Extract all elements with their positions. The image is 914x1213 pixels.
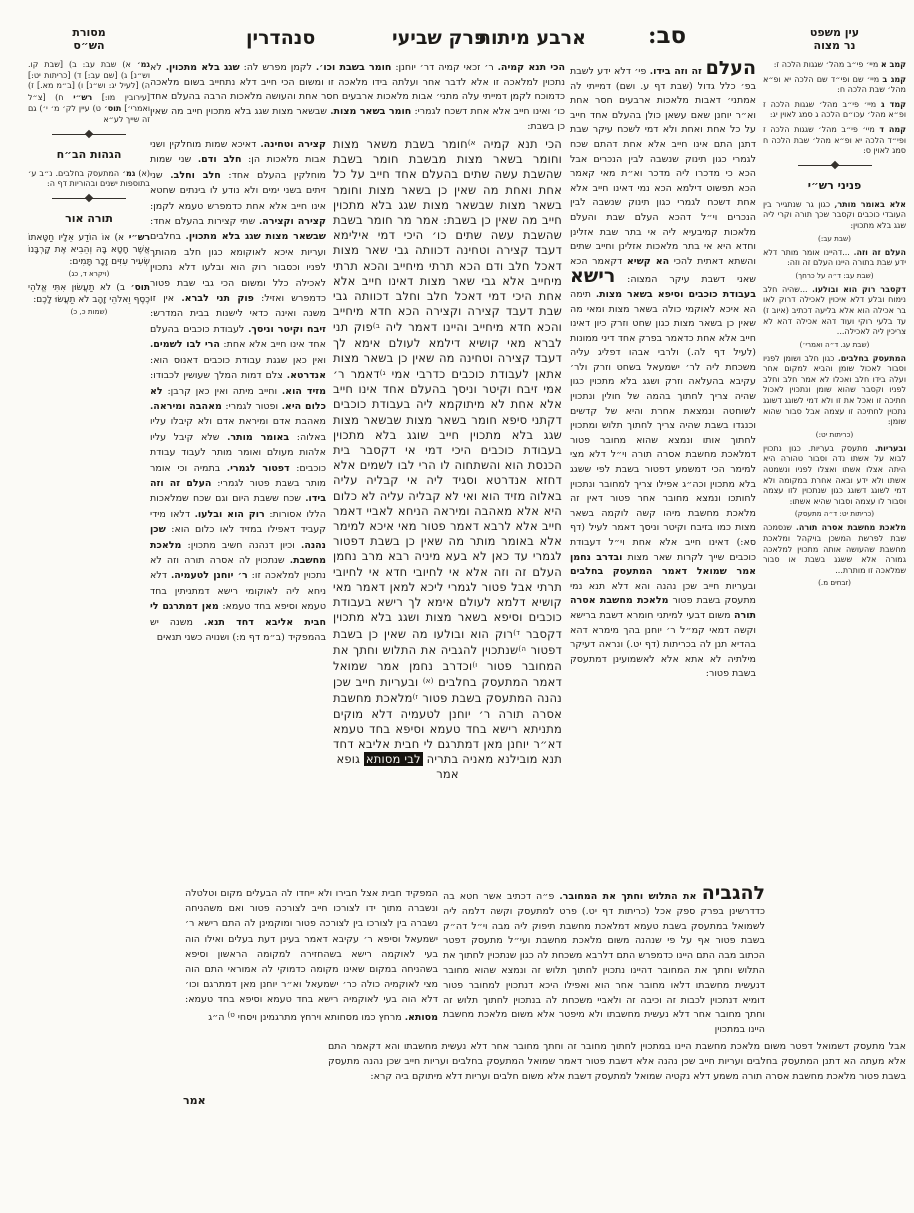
dibbur-hamatchil: מלאכת מחשבת. [150,539,326,566]
dibbur-hamatchil: גמ׳ [130,59,150,69]
dibbur-hamatchil: קצירה וטחינה. [260,139,326,150]
entry-source: (שבת עג. ד״ה ואמרי׳) [799,339,870,349]
entry-headword: אלא באומר מותר, [834,198,907,209]
dibbur-hamatchil: רש״י [124,232,151,243]
ein-mishpat-entry: קמד ג מיי׳ פי״ב מהל׳ שגגות הלכה ז ופ״א מהל׳ עכו״ם הלכה ג סמג לאוין יג: [763,98,906,120]
masorah-ref-mark: (א) [422,677,434,686]
entry-source: (כריתות יט: ד״ה מתעסק) [794,509,875,519]
dibbur-hamatchil: חלב ודם. [197,154,242,166]
dibbur-hamatchil: גמ׳ [119,167,136,178]
dibbur-hamatchil: תוס׳ [125,282,150,293]
peninei-rashi-title: פניני רש״י [807,178,862,192]
entry-body: כגון חלב ושומן לפניו וסבור לאכול שומן והביא למקום אחר ועלה בידו חלב ואכלו לא אמר חלב וחלב לפניו וקסבר שהוא שומן ונתכוין לאכול חתיכה זו ואכל את זו ולא דמי לשוגג דשוגג נתכוין לחתיכה זו עצמה אבל סבור שהוא שומן: [763,353,906,427]
tosafot-commentary-wide: אבל מתעסק דשמואל דפטר משום מלאכת מחשבת היינו במתכוין לחתוך מחובר זה וחתך מחובר אחר דלא נעשית מחשבתו והא דקאמר התם אלא מעתה הא דתנן המתעסק בחלבים ועריות חייב שכן נהנה אלא דשבת פטור דאמר שמואל המתעסק בחלבים ועריות חייב שכן נהנה מתעסק בשבת פטור מלאכת מחשבת אסרה תורה משמע דלא נקטיה שמואל למתעסק דשבת אלא משום חלבים ועריות דלא מיתוקם ביה קרא: [328,1041,906,1082]
divider-ornament [798,165,872,171]
rashi-commentary-column: קצירה וטחינה. דאיכא שמות מוחלקין ושני אבות מלאכות הן: חלב ודם. שני שמות מוחלקין בהעלם אחד: חלב וחלב. שני זיתים בשני ימים ולא נודע לו בינתים שחטא אינו חייב אלא אחת כדמפרש טעמא לקמן: קצירה וקצירה. שתי קצירות בהעלם אחד: שבשאר מצות שגג בלא מתכוין. בחלבים ועריות איכא לאוקומא כגון חלב מהותך לפניו וכסבור רוק הוא ובלעו דלא נתכוין לאכילה כלל ומשום הכי גבי שבת פטור כדמפרש ואזיל: פוק תני לברא. אין זו משנה ואינה כדאי לישנות בבית המדרש: זיבח וקיטר וניסך. לעבודת כוכבים בהעלם אחד אינו חייב אלא אחת: הרי לבו לשמים. ואין כאן שגגת עבודת כוכבים דאנוס הוא: אנדרטא. צלם דמות המלך שעושין לכבודו: מזיד הוא. וחייב מיתה ואין כאן קרבן: לא כלום היא. ופטור לגמרי: מאהבה ומיראה. מאהבת אדם ומיראת אדם ולא קיבלו עליו באלוה: באומר מותר. שלא קיבל עליו אלהות מעולם ואומר מותר לעבוד עבודת כוכבים: דפטור לגמרי. בתמיה וכי אומר מותר בשבת פטור לגמרי: העלם זה וזה בידו. שכח ששבת היום וגם שכח שמלאכות הללו אסורות: רוק הוא ובלעו. דלאו מידי קעביד דאפילו במזיד לאו כלום הוא: שכן נהנה. וכיון דנהנה חשיב מתכוין: מלאכת מחשבת. שנתכוין לה אסרה תורה וזה לא נתכוין למלאכה זו: ר׳ יוחנן לטעמיה. דלא ניחא ליה לאוקומי רישא דמתניתין בחד טעמא וסיפא בחד טעמא: מאן דמתרגם לי חבית אליבא דחד תנא. משנה יש בהמפקיד (ב״מ דף מ:) ושנויה כשני תנאים [150,139,326,643]
entry-body: שנסמכה שבת לפרשת המשכן בויקהל ומלאכת מחשבת שהעושה אותה מתכוין למלאכה גמורה אלא ששגג בשבת או סבור שמלאכה זו מותרת... [763,523,906,575]
torah-or-verse: תוס׳ ב) לֹא תַעֲשׂוּן אִתִּי אֱלֹהֵי כֶסֶף וֵאלֹהֵי זָהָב לֹא תַעֲשׂוּ לָכֶם: [28,282,150,305]
dibbur-hamatchil: חומר בשאר מצות. [330,106,412,118]
dibbur-hamatchil: רוק הוא ובלעו. [194,508,265,520]
dibbur-hamatchil: ר׳ יוחנן לטעמיה. [170,570,248,582]
masorah-ref-mark: ג) [379,369,386,378]
dibbur-hamatchil: ובדרב נחמן אמר שמואל דאמר המתעסק [570,551,756,578]
entry-headword: מלאכת מחשבת אסרה תורה. [796,522,906,533]
search-highlight: לבי מסותא [365,752,421,767]
dibbur-hamatchil: זיבח וקיטר וניסך. [248,323,326,335]
masorah-ref-mark: א) [467,139,476,147]
peninei-rashi-entry [763,284,906,338]
ein-mishpat-title [763,26,906,52]
ein-mishpat-title-line2: נר מצוה [813,39,856,52]
dibbur-hamatchil: העלם [705,61,756,79]
divider-ornament [52,134,126,140]
dibbur-hamatchil: חומר בשבת וכו׳. [315,62,392,73]
divider-ornament [52,198,126,204]
dibbur-hamatchil: שגג בלא מתכוין. [165,62,240,73]
dibbur-hamatchil: לא כלום היא. [150,385,326,412]
dibbur-hamatchil: שכן נהנה. [150,524,326,551]
peninei-rashi-entry [763,247,906,269]
dibbur-hamatchil: קצירה וקצירה. [258,216,326,228]
entry-headword: המתעסק בחלבים. [837,352,906,363]
mesorat-title-line2: הש״ס [73,39,105,52]
entry-source: (זבחים מ.) [818,578,851,588]
entry-body: ...דהיינו אומר מותר דלא ידע שבת בתורה היינו העלם זה וזה: [763,247,906,268]
right-margin-column [763,26,906,591]
entry-source: (שבת עב:) [818,233,851,243]
perek-number: פרק שביעי [392,27,487,49]
masorah-ref-mark: ב) [372,322,381,331]
masorah-ref-mark: ד) [513,628,521,637]
dibbur-hamatchil: הרי לבו לשמים. [150,339,220,351]
dibbur-hamatchil: רישא [570,265,616,288]
entry-body: מתעסק בעריות. כגון נתכוין לבוא על אשתו נדה וסבור טהורה היא היתה אצלו אשתו ואצלו לפניו ונשמטה אשתו ולא ידע ובאה אחרת במקומה ולא דמי לשוגג דשוגג כגון שנתכוין לזו עצמה וסבור לו עצמה וסבור שהיא אשתו: [763,443,906,506]
dibbur-hamatchil: שבשאר מצות שגג בלא מתכוין. [185,231,326,243]
entry-source: (כריתות יט:) [815,429,854,439]
hagahot-habach-title: הגהות הב״ח [56,147,122,161]
entry-headword: העלם זה וזה. [853,246,906,257]
dibbur-hamatchil: תוס׳ [100,103,122,114]
entry-source: (שבת עב: ד״ה על כרחך) [795,270,874,280]
dibbur-hamatchil: אנדרטא. [286,370,326,382]
dibbur-hamatchil: את התלוש וחתך את המחובר. [559,891,702,902]
peninei-rashi-entry [763,199,906,232]
dibbur-hamatchil: מאן דמתרגם לי חבית אליבא דחד תנא. [150,601,326,628]
torah-or-title: תורה אור [65,211,113,225]
daf-number: סב: [648,22,687,49]
chapter-title: ארבע מיתות [478,27,586,49]
rashi-commentary-top: הכי תנא קמיה. ר׳ זכאי קמיה דר׳ יוחנן: חומר בשבת וכו׳. לקמן מפרש לה: שגג בלא מתכוין. לא נתכוין למלאכה זו אלא לדבר אחר ועלתה בידו מלאכה זו ומשום הכי חייב דלא נתחייב בשום מלאכה כדמוכח לקמן דמייתי עלה מתני׳ אבות מלאכות ארבעים חסר אחת והעושה מלאכות הרבה בהעלם אחד כו׳ ואינו חייב אלא אחת דשכח לגמרי: חומר בשאר מצות. שבשאר מצות שגג בלא מתכוין חייב מה שאין כן בשבת: [150,62,565,132]
dibbur-hamatchil: קמב א [880,59,906,69]
dibbur-hamatchil: קמד ג [880,98,906,109]
entry-headword: ובעריות. [874,442,906,453]
entry-headword: דקסבר רוק הוא ובולעו. [812,283,907,294]
mesorat-hashas-title [28,26,150,52]
mesorat-title-line1: מסורת [72,26,106,39]
masorah-ref-mark: ו) [472,660,478,669]
dibbur-hamatchil: מלאכת מחשבת אסרה תורה [570,595,756,621]
ein-mishpat-entry: קמה ד מיי׳ פי״ב מהל׳ שגגות הלכה ז ופי״ד הלכה יא ופ״א מהל׳ שבת הלכה ח סמג לאוין ס: [763,123,906,156]
masechet-title: סנהדרין [246,27,316,49]
dibbur-hamatchil: קמה ד [879,123,906,134]
dibbur-hamatchil: מאהבה ומיראה. [150,400,222,412]
ein-mishpat-entry: קמב א מיי׳ פי״ב מהל׳ שגגות הלכה ז: [773,59,906,69]
masorah-ref-mark: ז) [412,693,419,702]
dibbur-hamatchil: באומר מותר. [227,431,290,443]
page-catchword: אמר [183,1094,206,1107]
peninei-rashi-entry [763,443,906,508]
dibbur-hamatchil: חלב וחלב. [170,169,221,181]
dibbur-hamatchil: רש״י [63,91,93,102]
mesorat-hashas-notes: גמ׳ א) שבת עב: ב) [שבת קו. וש״נ] ג) [שם עב:] ד) [כריתות יט:] ה) [לעיל יג: וש״נ] ו) [ב״מ מא.] ז) [עירובין מו:] רש״י ח) [צ״ל ואמרי׳] תוס׳ ט) עיין לק׳ מ׳ י׳) גם זה שייך לע״א [28,59,150,124]
dibbur-hamatchil: דפטור לגמרי. [226,462,290,474]
verse-source: (שמות כ, כ) [70,306,108,316]
rashi-commentary-bottom: המפקיד חבית אצל חבירו ולא ייחדו לה הבעלים מקום וטלטלה ונשברה מתוך ידו לצורכו חייב לצורכה פטור ואם משהניחה נשברה בין לצורכו בין לצורכה פטור ומוקמינן לה התם רישא ר׳ ישמעאל וסיפא ר׳ עקיבא דאמר בעינן דעת בעלים ואילו הוה בעי לאוקמה רישא בשהחזירה למקומה הראשון וסיפא בשהניחה במקום שאינו מקומה כדמוקי לה אמוראי התם הוה מצי לאוקמיה כולה כר׳ ישמעאל וא״ר יוחנן מאן דמתרגם וכו׳ דלא הוה בעי לאוקמיה רישא בחד טעמא וסיפא בחד טעמא: מסותא. מרחץ כמו מסחותא וירחץ מתרגמינן ויסחי $^{ט)}$ ה״ג [185,888,438,1023]
dibbur-hamatchil: קמג ב [882,73,907,84]
dibbur-hamatchil: הכי תנא קמיה. [497,62,565,73]
dibbur-hamatchil: זה וזה בידו. [649,66,706,77]
hagahot-habach-note: (א) גמ׳ המתעסק בחלבים. נ״ב ע׳ בתוספות ישנים ובהוריות דף ה: [28,167,150,189]
dibbur-hamatchil: להגביה [701,886,765,904]
verse-source: (ויקרא ד, כג) [68,268,110,278]
torah-or-verse: רש״י א) אוֹ הוֹדַע אֵלָיו חַטָּאתוֹ אֲשֶׁר חָטָא בָּהּ וְהֵבִיא אֶת קָרְבָּנוֹ שְׂעִיר עִזִּים זָכָר תָּמִים: [28,232,151,267]
tosafot-commentary-column: העלם זה וזה בידו. פי׳ דלא ידע לשבת בפ׳ כלל גדול (שבת דף ע. ושם) דמייתי לה אמתני׳ דאבות מלאכות ארבעים חסר אחת וא״ר יוחנן שאם עשאן כולן בהעלם אחד חייב על כל אחת ואחת ולא דמי לשכח עיקר שבת דתנן התם אינו חייב אלא אחת דהתם שכח לגמרי כגון תינוק שנשבה לבין הנכרים אבל הכא כי מדכרו ליה מדכר וא״ת מאי קאמר הכא תפשוט דילמא הכא נמי דאינו חייב אלא אחת דשכח לגמרי כגון תינוק שנשבה לבין הנכרים וי״ל דהכא העלם שבת והעלם מלאכות קמיבעיא ליה אי בתר שבת אזלינן וחדא היא אי בתר מלאכות אזלינן וחייב שתים והשתא דאתית להכי הא קשיא דקאמר הכא שאני דשבת עיקר המצוה: רישא בעבודת כוכבים וסיפא בשאר מצות. תימה הא איכא לאוקמי כולה בשאר מצות ומאי מה שאין כן בשאר מצות כגון שחט וזרק כיון דאינו חייב אלא אחת כדאמר בפרק אחד דיני ממונות (לעיל דף לה.) ולרבי אבהו דפליג עליה משכחת ליה לר׳ ישמעאל בשחט וזרק ולר׳ עקיבא בהעלאה וזרק ושגג בלא מתכוין כגון שהיה צריך לחתוך בהמה של חולין ונתכוין לשוחטה ונמצאת אחרת והיא של קדשים וכנגדו בשבת שהיה צריך לחתוך תלוש ומתכוין לחתוך אותו ונמצא שהוא מחובר פטור דמלאכת מחשבת אסרה תורה וי״ל דלא מצי למימר הכי דמשמע דפטור בשבת לפי ששגג בלא מתכוין וכה״ג אפילו צריך למחובר ונתכוין לחותכו ונמצא מחובר אחר פטור דאין זה מלאכת מחשבת מיהו קשה לוקמה בשאר מצות כמו בזיבח וקיטר וניסך דאמר לעיל (דף סא:) דאינו חייב אלא אחת וי״ל דעבודת כוכבים שייך לקרות שאר מצות ובדרב נחמן אמר שמואל דאמר המתעסק בחלבים ובעריות חייב שכן נהנה והא דלא תנא נמי מתעסק בשבת פטור מלאכת מחשבת אסרה תורה משום דבעי למיתני חומרא דשבת ברישא וקשה דמאי קמ״ל ר׳ יוחנן בהך מימרא דהא בהדיא תנן לה בכריתות (דף יט.) ונראה דעיקר מילתיה לא אתא אלא לאשמועינן דמתעסק בשבת פטור: [570,61,756,883]
dibbur-hamatchil: מזיד הוא. [281,385,326,397]
peninei-rashi-entry [763,353,906,428]
tosafot-commentary-bottom: להגביה את התלוש וחתך את המחובר. פ״ה דכתיב אשר חטא בה כדדרשינן בפרק ספק אכל (כריתות דף יט.) פרט למתעסק וקשה דלמה ליה לשמואל במתעסק בשבת טעמא דמלאכת מחשבת תיפוק ליה מבה וי״ל דה״ק בשבת פטור אף על פי שנהנה משום מלאכת מחשבת ועי״ל מתעסק דפטר הכתוב מבה התם היינו כדמפרש התם דלרבא משכחת לה כגון שנתכוין לחתוך את התלוש וחתך את המחובר דהיינו נתכוין לחתוך תלוש זה ונמצא שהוא מחובר דנעשית מחשבתו דלאו מחובר אחר הוא ואפילו היכא דנתכוין למחובר פטור דומיא דנתכוין לכבות זה וכיבה זה ולאביי משכחת לה בנתכוין לחתוך תלוש זה וחתך מחובר אחר דלא נעשית מחשבתו ולא מיפטר אלא משום מלאכת מחשבת היינו במתכוין [443,886,765,1038]
entry-body: כגון גר שנתגייר בין העובדי כוכבים וקסבר שכך תורה וקרי ליה שגג בלא מתכוין: [763,199,906,230]
gemara-last-word: אמר [436,767,459,782]
dibbur-hamatchil: מסותא. [404,1011,438,1023]
dibbur-hamatchil: הא קשיא [626,255,670,267]
gemara-body: הכי תנא קמיה $^{א)}$חומר בשבת משאר מצות וחומר בשאר מצות מבשבת חומר בשבת שהשבת עשה שתים בהעלם אחד חייב על כל אחת ואחת מה שאין כן בשאר מצות וחומר בשאר מצות שבשאר מצות שגג בלא מתכוין חייב מה שאין כן בשבת: אמר מר חומר בשבת שהשבת עשה שתים כו׳ היכי דמי אילימא דעבד קצירה וטחינה דכוותה גבי שאר מצות דאכל חלב ודם הכא תרתי מיחייב והכא תרתי מיחייב אלא גבי שאר מצות דאינו חייב אלא אחת היכי דמי דאכל חלב וחלב דכוותה גבי שבת דעבד קצירה וקצירה הכא חדא מיחייב והכא חדא מיחייב והיינו דאמר ליה $^{ב)}$פוק תני לברא מאי קושיא דילמא לעולם אימא לך דעבד קצירה וטחינה מה שאין כן בשאר מצות אתאן לעבודת כוכבים כדרבי אמי $^{ג)}$דאמר ר׳ אמי זיבח וקיטר וניסך בהעלם אחד אינו חייב אלא אחת לא מיתוקמא ליה בעבודת כוכבים דקתני סיפא חומר בשאר מצות שבשאר מצות שגג בלא מתכוין חייב שוגג בלא מתכוין בעבודת כוכבים היכי דמי אי דקסבר בית הכנסת הוא והשתחוה לו הרי לבו לשמים אלא דחזא אנדרטא וסגיד ליה אי קבליה עליה באלוה מזיד הוא ואי לא קבליה עליה לא כלום היא אלא מאהבה ומיראה הניחא לאביי דאמר חייב אלא לרבא דאמר פטור מאי איכא למימר אלא באומר מותר מה שאין כן בשבת דפטור לגמרי עד כאן לא בעא מיניה רבא מרב נחמן העלם זה וזה אלא אי לחיובי חדא אי לחיובי תרתי אבל פטור לגמרי ליכא למאן דאמר מאי קושיא דלמא לעולם אימא לך רישא בעבודת כוכבים וסיפא בשאר מצות ושגג בלא מתכוין דקסבר $^{ד)}$רוק הוא ובולעו מה שאין כן בשבת דפטור $^{ה)}$שנתכוין להגביה את התלוש וחתך את המחובר פטור $^{ו)}$וכדרב נחמן אמר שמואל דאמר המתעסק בחלבים $^{(א)}$ ובעריות חייב שכן נהנה המתעסק בשבת פטור $^{ז)}$מלאכת מחשבת אסרה תורה ר׳ יוחנן לטעמיה דלא מוקים מתניתא רישא בחד טעמא וסיפא בחד טעמא דא״ר יוחנן מאן דמתרגם לי חבית אליבא דחד תנא מובילנא מאניה בתריה לבי מסותא גופא [333,137,562,767]
ein-mishpat-title-line1: עין משפט [809,26,860,39]
dibbur-hamatchil: העלם זה וזה בידו. [150,477,326,505]
masorah-ref-mark: ט) [227,1010,235,1019]
dibbur-hamatchil: בחלבים [570,566,604,578]
dibbur-hamatchil: פוק תני לברא. [181,293,254,305]
masorah-ref-mark: ה) [518,644,527,653]
peninei-rashi-entry [763,522,906,576]
left-margin-column [28,26,150,320]
dibbur-hamatchil: בעבודת כוכבים וסיפא בשאר מצות. [595,288,756,300]
gemara-text [333,136,562,898]
entry-body: ...שהיה חלב נימוח ובלע דלא איכוין לאכילה דרוק לאו בר אכילה הוא אלא בליעה דכתיב (איוב ז) עד בלעי רוקי ועוד דהא אכילה דהא לא צריכין ליה לאכילה... [763,284,906,337]
ein-mishpat-entry: קמג ב מיי׳ שם ופי״ד שם הלכה יא ופ״א מהל׳ שבת הלכה ח: [763,73,907,95]
